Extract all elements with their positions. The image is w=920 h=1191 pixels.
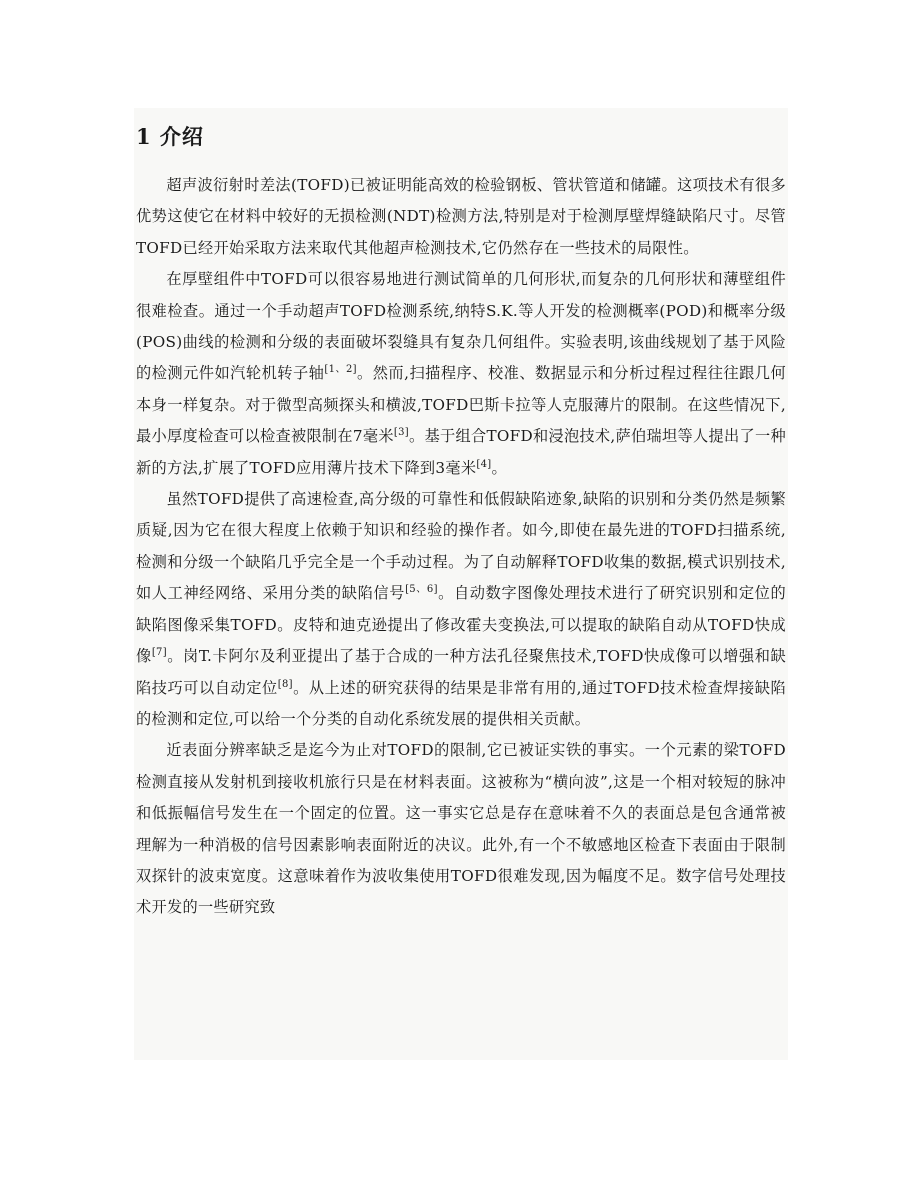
- body-paragraph: [136, 170, 786, 264]
- citation-reference: [8]: [277, 678, 293, 690]
- citation-reference: [4]: [476, 458, 492, 470]
- body-paragraph: [136, 264, 786, 484]
- paragraph-text: 近表面分辨率缺乏是迄今为止对TOFD的限制,它已被证实铁的事实。一个元素的梁TOFD检测直接从发射机到接收机旅行只是在材料表面。这被称为“横向波”,这是一个相对较短的脉冲和低振幅信号发生在一个固定的位置。这一事实它总是存在意味着不久的表面总是包含通常被理解为一种消极的信号因素影响表面附近的决议。此外,有一个不敏感地区检查下表面由于限制双探针的波束宽度。这意味着作为波收集使用TOFD很难发现,因为幅度不足。数字信号处理技术开发的一些研究致: [136, 741, 786, 917]
- citation-reference: [5、6]: [405, 584, 438, 596]
- section-heading: 1 介绍: [136, 124, 204, 149]
- document-page: [134, 108, 788, 1060]
- body-paragraph: [136, 484, 786, 735]
- paragraph-text: 。基于组合TOFD和浸泡技术,萨伯瑞坦等人提出了一种新的方法,扩展了TOFD应用薄片技术下降到3毫米: [136, 427, 786, 477]
- paragraph-text: 。然而,扫描程序、校准、数据显示和分析过程过程往往跟几何本身一样复杂。对于微型高频探头和横波,TOFD巴斯卡拉等人克服薄片的限制。在这些情况下,最小厚度检查可以检查被限制在7毫米: [136, 364, 786, 446]
- paragraph-text: 。: [491, 458, 507, 477]
- paragraph-text: 在厚壁组件中TOFD可以很容易地进行测试简单的几何形状,而复杂的几何形状和薄壁组件很难检查。通过一个手动超声TOFD检测系统,纳特S.K.等人开发的检测概率(POD)和概率分级(POS)曲线的检测和分级的表面破坏裂缝具有复杂几何组件。实验表明,该曲线规划了基于风险的检测元件如汽轮机转子轴: [136, 270, 786, 383]
- citation-reference: [1、2]: [324, 364, 357, 376]
- body-text: [136, 170, 786, 924]
- paragraph-text: 。岗T.卡阿尔及利亚提出了基于合成的一种方法孔径聚焦技术,TOFD快成像可以增强和缺陷技巧可以自动定位: [136, 647, 786, 697]
- paragraph-text: 。自动数字图像处理技术进行了研究识别和定位的缺陷图像采集TOFD。皮特和迪克逊提出了修改霍夫变换法,可以提取的缺陷自动从TOFD快成像: [136, 584, 787, 666]
- document-content: [136, 108, 786, 924]
- paragraph-text: 。从上述的研究获得的结果是非常有用的,通过TOFD技术检查焊接缺陷的检测和定位,可以给一个分类的自动化系统发展的提供相关贡献。: [136, 678, 787, 728]
- paragraph-text: 超声波衍射时差法(TOFD)已被证明能高效的检验钢板、管状管道和储罐。这项技术有很多优势这使它在材料中较好的无损检测(NDT)检测方法,特别是对于检测厚壁焊缝缺陷尺寸。尽管TOFD已经开始采取方法来取代其他超声检测技术,它仍然存在一些技术的局限性。: [136, 176, 786, 257]
- paragraph-text: 虽然TOFD提供了高速检查,高分级的可靠性和低假缺陷迹象,缺陷的识别和分类仍然是频繁质疑,因为它在很大程度上依赖于知识和经验的操作者。如今,即使在最先进的TOFD扫描系统,检测和分级一个缺陷几乎完全是一个手动过程。为了自动解释TOFD收集的数据,模式识别技术,如人工神经网络、采用分类的缺陷信号: [136, 490, 786, 603]
- citation-reference: [7]: [151, 647, 167, 659]
- citation-reference: [3]: [393, 427, 409, 439]
- body-paragraph: [136, 735, 786, 923]
